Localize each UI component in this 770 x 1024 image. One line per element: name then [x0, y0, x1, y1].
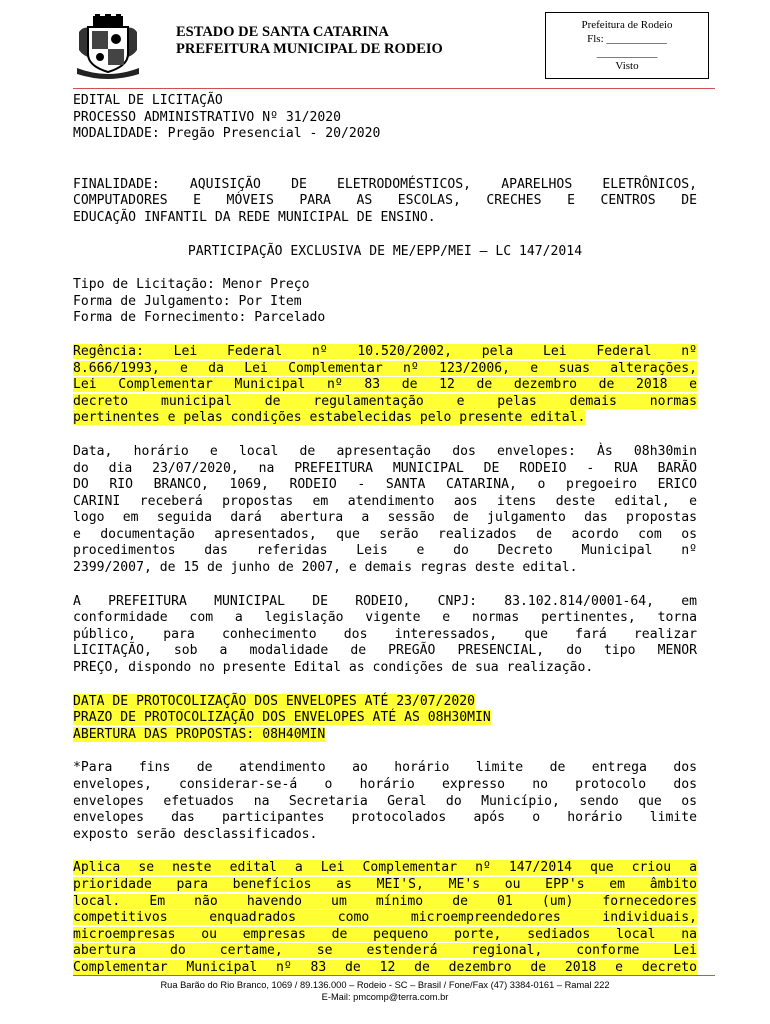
tipo-block [73, 277, 697, 327]
data-line: logo em seguida dará abertura a sessão de julgamento das propostas [73, 510, 697, 526]
edital-title: EDITAL DE LICITAÇÃO [73, 93, 223, 108]
nota-paragraph [73, 760, 697, 843]
aplica-line: Complementar Municipal nº 83 de 12 de dezembro de 2018 e decreto [73, 959, 697, 975]
cnpj-line: PREÇO, dispondo no presente Edital as condições de sua realização. [73, 660, 594, 676]
aplica-line: competitivos enquadrados como microempreendedores individuais, [73, 910, 697, 926]
letterhead-title [176, 24, 443, 58]
data-line: do dia 23/07/2020, na PREFEITURA MUNICIPAL DE RODEIO - RUA BARÃO [73, 460, 697, 476]
finalidade-line: EDUCAÇÃO INFANTIL DA REDE MUNICIPAL DE ENSINO. [73, 209, 436, 225]
coat-of-arms-icon [73, 14, 143, 80]
aplica-line: microempresas ou empresas de pequeno porte, sediados local na [73, 926, 697, 942]
stamp-visto: Visto [615, 60, 639, 72]
nota-line: exposto serão desclassificados. [73, 826, 318, 842]
protocol-stamp-box [545, 12, 709, 79]
protocolo-block [73, 694, 697, 744]
cnpj-line: conformidade com a legislação vigente e normas pertinentes, torna [73, 610, 697, 626]
aplica-line: local. Em não havendo um mínimo de 01 (um) fornecedores [73, 893, 697, 909]
processo-number: PROCESSO ADMINISTRATIVO Nº 31/2020 [73, 109, 342, 125]
finalidade-paragraph [73, 177, 697, 227]
stamp-line: ___________ [596, 47, 658, 59]
data-line: DO RIO BRANCO, 1069, RODEIO - SANTA CATARINA, o pregoeiro ERICO [73, 477, 697, 493]
data-horario-paragraph [73, 444, 697, 577]
regencia-line: Regência: Lei Federal nº 10.520/2002, pela Lei Federal nº [73, 343, 697, 359]
data-line: Data, horário e local de apresentação dos envelopes: Às 08h30min [73, 443, 697, 459]
abertura-propostas: ABERTURA DAS PROPOSTAS: 08H40MIN [73, 726, 326, 742]
forma-fornecimento: Forma de Fornecimento: Parcelado [73, 310, 326, 326]
state-name: ESTADO DE SANTA CATARINA [176, 24, 389, 40]
data-line: e documentação apresentados, que serão realizados de acordo com os [73, 526, 697, 542]
data-line: procedimentos das referidas Leis e do Decreto Municipal nº [73, 543, 697, 559]
data-line: 2399/2007, de 15 de junho de 2007, e demais regras deste edital. [73, 560, 578, 576]
aplica-line: Aplica se neste edital a Lei Complementar nº 147/2014 que criou a [73, 860, 697, 876]
aplica-line: prioridade para benefícios as MEI'S, ME's ou EPP's em âmbito [73, 876, 697, 892]
header-divider [73, 88, 715, 89]
footer-divider [73, 975, 715, 976]
finalidade-line: FINALIDADE: AQUISIÇÃO DE ELETRODOMÉSTICOS, APARELHOS ELETRÔNICOS, [73, 176, 697, 192]
finalidade-line: COMPUTADORES E MÓVEIS PARA AS ESCOLAS, CRECHES E CENTROS DE [73, 193, 697, 209]
document-body [73, 93, 697, 977]
edital-block [73, 93, 697, 143]
protocolo-data: DATA DE PROTOCOLIZAÇÃO DOS ENVELOPES ATÉ 23/07/2020 [73, 693, 476, 709]
stamp-title: Prefeitura de Rodeio [581, 19, 673, 31]
regencia-paragraph [73, 344, 697, 427]
prefeitura-name: PREFEITURA MUNICIPAL DE RODEIO [176, 41, 443, 57]
protocolo-prazo: PRAZO DE PROTOCOLIZAÇÃO DOS ENVELOPES ATÉ AS 08H30MIN [73, 710, 491, 726]
cnpj-paragraph [73, 594, 697, 677]
cnpj-line: LICITAÇÃO, sob a modalidade de PREGÃO PRESENCIAL, do tipo MENOR [73, 643, 697, 659]
regencia-line: decreto municipal de regulamentação e pelas demais normas [73, 393, 697, 409]
participacao-heading: PARTICIPAÇÃO EXCLUSIVA DE ME/EPP/MEI – LC 147/2014 [187, 243, 583, 259]
cnpj-line: A PREFEITURA MUNICIPAL DE RODEIO, CNPJ: 83.102.814/0001-64, em [73, 593, 697, 609]
regencia-line: 8.666/1993, e da Lei Complementar nº 123/2006, e suas alterações, [73, 360, 697, 376]
forma-julgamento: Forma de Julgamento: Por Item [73, 293, 302, 309]
tipo-licitacao: Tipo de Licitação: Menor Preço [73, 277, 310, 293]
aplica-line: abertura do certame, se estenderá regional, conforme Lei [73, 943, 697, 959]
regencia-line: pertinentes e pelas condições estabelecidas pelo presente edital. [73, 410, 586, 426]
aplica-paragraph [73, 860, 697, 976]
footer-address: Rua Barão do Rio Branco, 1069 / 89.136.000 – Rodeio - SC – Brasil / Fone/Fax (47) 3384-0161 – Ramal 222 [160, 980, 610, 990]
cnpj-line: público, para conhecimento dos interessados, que fará realizar [73, 626, 697, 642]
modalidade: MODALIDADE: Pregão Presencial - 20/2020 [73, 126, 381, 142]
nota-line: envelopes efetuados na Secretaria Geral do Município, sendo que os [73, 793, 697, 809]
page-footer [0, 979, 770, 1003]
regencia-line: Lei Complementar Municipal nº 83 de 12 de dezembro de 2018 e [73, 377, 697, 393]
nota-line: envelopes das participantes protocolados após o horário limite [73, 810, 697, 826]
nota-line: envelopes, considerar-se-á o horário expresso no protocolo dos [73, 777, 697, 792]
nota-line: *Para fins de atendimento ao horário limite de entrega dos [73, 760, 697, 776]
data-line: CARINI receberá propostas em atendimento aos itens deste edital, e [73, 493, 697, 509]
stamp-fls: Fls: ___________ [587, 33, 667, 45]
footer-email: E-Mail: pmcomp@terra.com.br [321, 992, 449, 1002]
page-header [0, 0, 770, 92]
